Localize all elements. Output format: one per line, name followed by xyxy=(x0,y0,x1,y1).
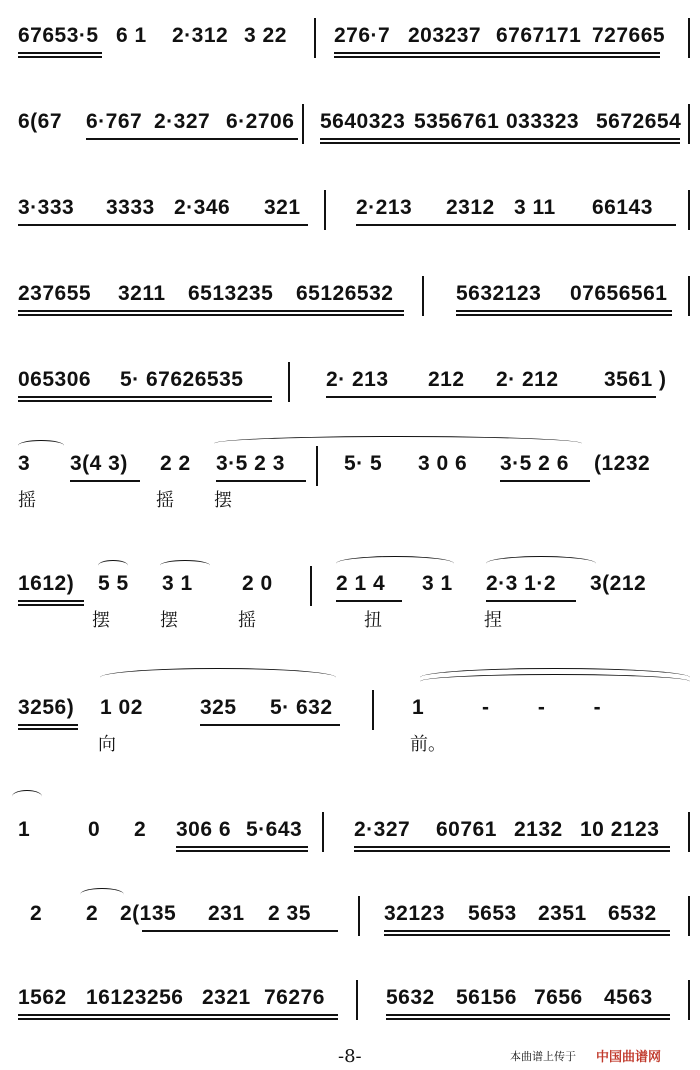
measure: 2 2 xyxy=(160,452,191,475)
measure: (1232 xyxy=(594,452,651,475)
beam-line xyxy=(386,1018,670,1020)
barline xyxy=(288,362,290,402)
lyric-word: 摆 xyxy=(160,610,178,631)
measure: 2321 xyxy=(202,986,251,1009)
measure: 66143 xyxy=(592,196,653,219)
measure: 3 1 xyxy=(162,572,193,595)
lyric-word: 摆 xyxy=(214,490,232,511)
measure: 237655 xyxy=(18,282,92,305)
site-logo-text: 中国曲谱网 xyxy=(596,1050,662,1065)
measure: 32123 xyxy=(384,902,445,925)
lyric-word: 摇 xyxy=(238,610,256,631)
measure: 5632123 xyxy=(456,282,542,305)
slur-mark xyxy=(12,790,42,803)
measure: 212 xyxy=(428,368,465,391)
lyric-word: 摇 xyxy=(18,490,36,511)
beam-line xyxy=(320,142,680,144)
measure: 7656 xyxy=(534,986,583,1009)
beam-line xyxy=(18,396,272,398)
beam-line xyxy=(354,850,670,852)
measure: 2· 213 xyxy=(326,368,389,391)
measure: 2 0 xyxy=(242,572,273,595)
beam-line xyxy=(386,1014,670,1016)
measure: 6513235 xyxy=(188,282,274,305)
barline xyxy=(688,896,690,936)
lyric-word: 扭 xyxy=(364,610,382,631)
beam-line xyxy=(336,600,402,602)
measure: 2(135 xyxy=(120,902,177,925)
beam-line xyxy=(176,846,308,848)
measure: 2 xyxy=(134,818,147,841)
barline xyxy=(356,980,358,1020)
measure: 203237 xyxy=(408,24,482,47)
measure: 727665 xyxy=(592,24,666,47)
measure: 5632 xyxy=(386,986,435,1009)
beam-line xyxy=(500,480,590,482)
measure: 2 35 xyxy=(268,902,311,925)
measure: 3(4 3) xyxy=(70,452,128,475)
measure: 3 1 xyxy=(422,572,453,595)
beam-line xyxy=(456,310,672,312)
measure: 6767171 xyxy=(496,24,582,47)
upload-note: 本曲谱上传于 xyxy=(510,1050,576,1063)
slur-mark xyxy=(214,436,582,451)
measure: 2·346 xyxy=(174,196,231,219)
beam-line xyxy=(176,850,308,852)
measure: 5672654 xyxy=(596,110,682,133)
measure: 3256) xyxy=(18,696,75,719)
page-number: -8- xyxy=(338,1046,362,1067)
beam-line xyxy=(18,314,404,316)
measure: 3(212 xyxy=(590,572,647,595)
measure: 1562 xyxy=(18,986,67,1009)
measure: 2 xyxy=(86,902,99,925)
measure: 306 6 xyxy=(176,818,232,841)
barline xyxy=(688,190,690,230)
measure: 76276 xyxy=(264,986,325,1009)
measure: 1 xyxy=(18,818,31,841)
measure: 10 2123 xyxy=(580,818,660,841)
measure: 2·3 1·2 xyxy=(486,572,557,595)
beam-line xyxy=(70,480,140,482)
measure: 231 xyxy=(208,902,245,925)
measure: 2132 xyxy=(514,818,563,841)
measure: 1612) xyxy=(18,572,75,595)
measure: 3·333 xyxy=(18,196,75,219)
measure: 3211 xyxy=(118,282,166,305)
measure: 3333 xyxy=(106,196,155,219)
barline xyxy=(688,104,690,144)
barline xyxy=(310,566,312,606)
measure: 3 0 6 xyxy=(418,452,468,475)
barline xyxy=(324,190,326,230)
barline xyxy=(422,276,424,316)
measure: - - - xyxy=(482,696,602,719)
measure: 07656561 xyxy=(570,282,668,305)
measure: 0 xyxy=(88,818,101,841)
measure: 2·327 xyxy=(154,110,211,133)
measure: 5 5 xyxy=(98,572,129,595)
measure: 6(67 xyxy=(18,110,63,133)
measure: 4563 xyxy=(604,986,653,1009)
slur-mark xyxy=(80,888,124,901)
beam-line xyxy=(18,56,102,58)
measure: 3·5 2 3 xyxy=(216,452,285,475)
barline xyxy=(688,812,690,852)
beam-line xyxy=(18,600,84,602)
measure: 2 xyxy=(30,902,43,925)
beam-line xyxy=(334,56,660,58)
measure: 321 xyxy=(264,196,301,219)
measure: 2·327 xyxy=(354,818,411,841)
barline xyxy=(688,276,690,316)
measure: 5· 67626535 xyxy=(120,368,244,391)
barline xyxy=(322,812,324,852)
measure: 3 xyxy=(18,452,31,475)
beam-line xyxy=(216,480,306,482)
measure: 2·213 xyxy=(356,196,413,219)
measure: 3 22 xyxy=(244,24,287,47)
lyric-word: 摆 xyxy=(92,610,110,631)
slur-mark xyxy=(18,440,64,451)
barline xyxy=(372,690,374,730)
measure: 5· 5 xyxy=(344,452,383,475)
beam-line xyxy=(384,934,670,936)
beam-line xyxy=(18,1018,338,1020)
beam-line xyxy=(18,52,102,54)
beam-line xyxy=(18,310,404,312)
barline xyxy=(358,896,360,936)
beam-line xyxy=(456,314,672,316)
barline xyxy=(688,18,690,58)
beam-line xyxy=(334,52,660,54)
measure: 5·643 xyxy=(246,818,303,841)
beam-line xyxy=(18,728,78,730)
measure: 325 xyxy=(200,696,237,719)
measure: 1 02 xyxy=(100,696,143,719)
lyric-word: 摇 xyxy=(156,490,174,511)
measure: 6·2706 xyxy=(226,110,295,133)
measure: 67653·5 xyxy=(18,24,99,47)
measure: 65126532 xyxy=(296,282,394,305)
measure: 2· 212 xyxy=(496,368,559,391)
measure: 3 11 xyxy=(514,196,556,219)
measure: 16123256 xyxy=(86,986,184,1009)
measure: 2351 xyxy=(538,902,587,925)
measure: 5356761 xyxy=(414,110,500,133)
beam-line xyxy=(142,930,338,932)
slur-mark xyxy=(98,560,128,571)
measure: 276·7 xyxy=(334,24,391,47)
slur-mark xyxy=(100,668,336,687)
barline xyxy=(316,446,318,486)
slur-mark xyxy=(420,674,690,689)
beam-line xyxy=(354,846,670,848)
measure: 065306 xyxy=(18,368,92,391)
beam-line xyxy=(18,724,78,726)
measure: 5· 632 xyxy=(270,696,333,719)
measure: 1 xyxy=(412,696,425,719)
lyric-word: 向 xyxy=(98,734,116,755)
beam-line xyxy=(18,604,84,606)
measure: 033323 xyxy=(506,110,580,133)
measure: 2·312 xyxy=(172,24,229,47)
measure: 6·767 xyxy=(86,110,143,133)
beam-line xyxy=(200,724,340,726)
measure: 2 1 4 xyxy=(336,572,386,595)
measure: 5653 xyxy=(468,902,517,925)
lyric-word: 捏 xyxy=(484,610,502,631)
slur-mark xyxy=(486,556,596,571)
measure: 2312 xyxy=(446,196,495,219)
measure: 3561 ) xyxy=(604,368,667,391)
measure: 60761 xyxy=(436,818,497,841)
beam-line xyxy=(18,1014,338,1016)
lyric-word: 前。 xyxy=(410,734,446,755)
measure: 5640323 xyxy=(320,110,406,133)
measure: 3·5 2 6 xyxy=(500,452,569,475)
beam-line xyxy=(356,224,676,226)
barline xyxy=(302,104,304,144)
slur-mark xyxy=(336,556,454,571)
beam-line xyxy=(86,138,298,140)
beam-line xyxy=(320,138,680,140)
beam-line xyxy=(18,224,308,226)
barline xyxy=(314,18,316,58)
slur-mark xyxy=(160,560,210,571)
beam-line xyxy=(486,600,576,602)
beam-line xyxy=(326,396,656,398)
barline xyxy=(688,980,690,1020)
beam-line xyxy=(18,400,272,402)
measure: 56156 xyxy=(456,986,517,1009)
measure: 6 1 xyxy=(116,24,147,47)
measure: 6532 xyxy=(608,902,657,925)
beam-line xyxy=(384,930,670,932)
